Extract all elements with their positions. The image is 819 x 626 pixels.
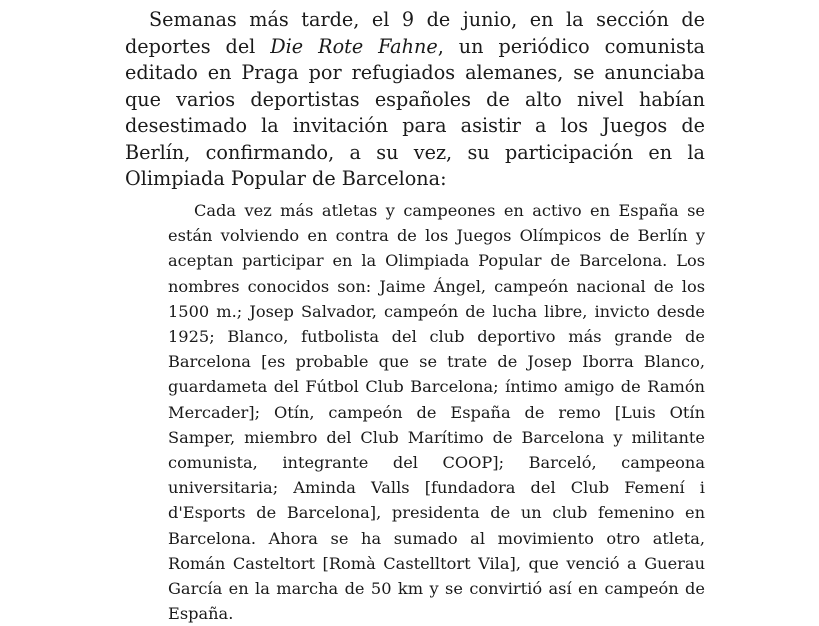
paragraph-text-end: , un periódico comunista editado en Praga por refugiados alemanes, se anunciaba que varios deportistas españoles de alto nivel habían desestimado la invitación para asistir a los Juegos de Berlín, confirmando, a su vez, su participación en la Olimpiada Popular de Barcelona: [125,34,705,190]
block-quote: Cada vez más atletas y campeones en activo en España se están volviendo en contra de los Juegos Olímpicos de Berlín y aceptan participar en la Olimpiada Popular de Barcelona. Los nombres conocidos son: Jaime Ángel, campeón nacional de los 1500 m.; Josep Salvador, campeón de lucha libre, invicto desde 1925; Blanco, futbolista del club deportivo más grande de Barcelona [es probable que se trate de Josep Iborra Blanco, guardameta del Fútbol Club Barcelona; íntimo amigo de Ramón Mercader]; Otín, campeón de España de remo [Luis Otín Samper, miembro del Club Marítimo de Barcelona y militante comunista, integrante del COOP]; Barceló, campeona universitaria; Aminda Valls [fundadora del Club Femení i d'Esports de Barcelona], presidenta de un club femenino en Barcelona. Ahora se ha sumado al movimiento otro atleta, Román Casteltort [Romà Castelltort Vila], que venció a Guerau García en la marcha de 50 km y se convirtió así en campeón de España. [168,201,705,624]
body-paragraph [125,7,705,193]
paragraph-text-start: Semanas más tarde, el 9 de junio, en la sección de deportes del [125,8,705,58]
newspaper-title: Die Rote Fahne [270,34,438,58]
